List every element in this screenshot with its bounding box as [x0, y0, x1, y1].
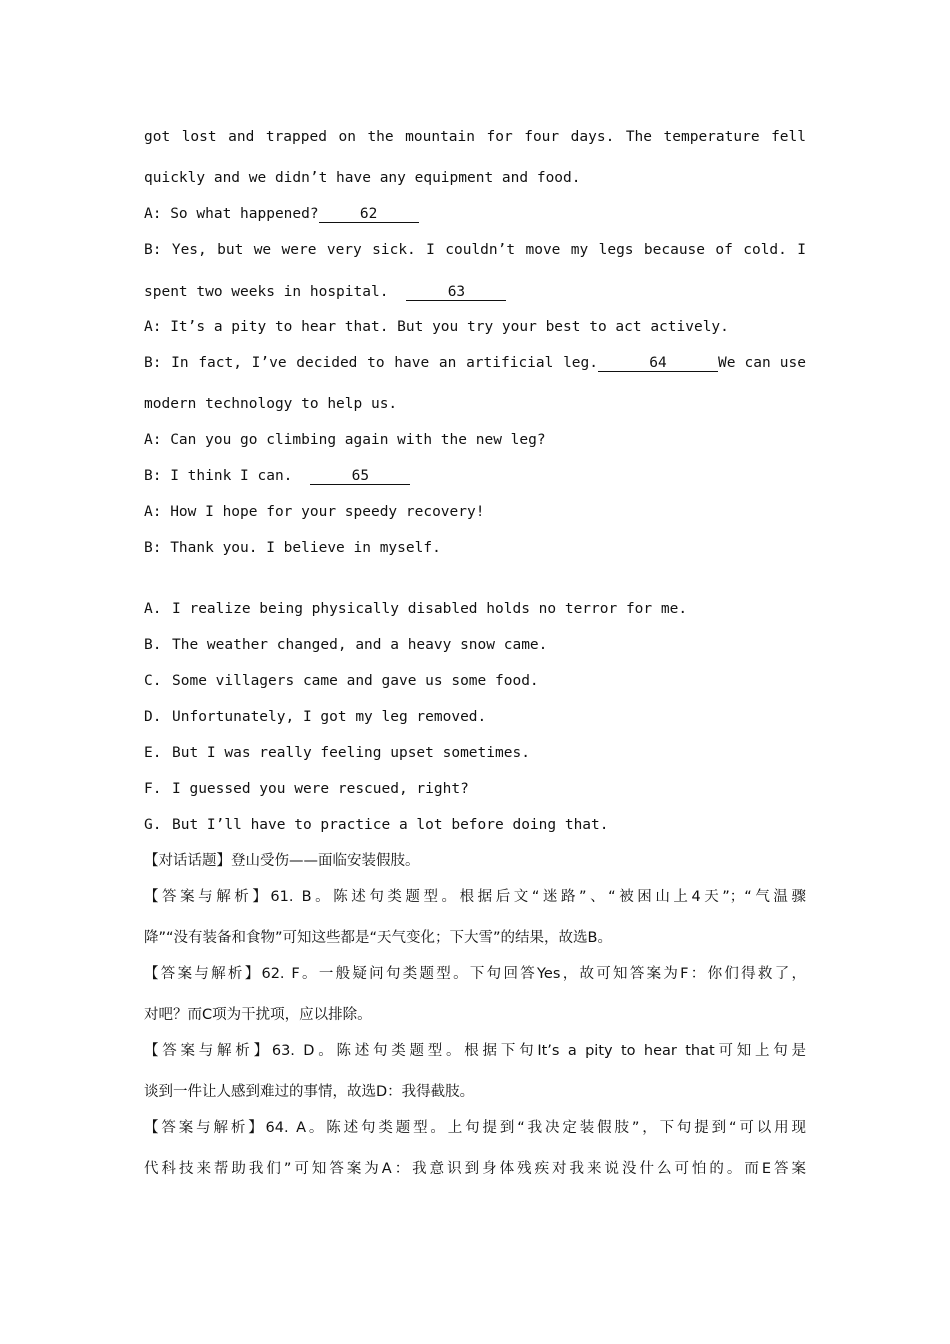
answer-analysis-63-cont: 谈到一件让人感到难过的事情，故选D：我得截肢。	[144, 1084, 475, 1100]
dialogue-text: A: So what happened?	[144, 206, 319, 222]
option-item	[144, 779, 806, 799]
option-item	[144, 815, 806, 835]
dialogue-text: We can use	[718, 355, 806, 371]
option-text: Unfortunately, I got my leg removed.	[172, 709, 487, 725]
option-item	[144, 671, 806, 691]
dialogue-line: A: Can you go climbing again with the new leg?	[144, 432, 546, 448]
answer-blank-63: 63	[406, 284, 506, 301]
option-text: Some villagers came and gave us some food.	[172, 673, 539, 689]
option-letter: E.	[144, 745, 162, 761]
dialogue-text: B: I think I can.	[144, 468, 293, 484]
answer-analysis-62: 【答案与解析】62. F。一般疑问句类题型。下句回答Yes，故可知答案为F：你们得救了，	[144, 966, 806, 982]
dialogue-line: modern technology to help us.	[144, 396, 398, 412]
option-text: But I was really feeling upset sometimes.	[172, 745, 530, 761]
dialogue-line	[144, 282, 806, 302]
option-text: I guessed you were rescued, right?	[172, 781, 469, 797]
option-letter: F.	[144, 781, 162, 797]
answer-analysis-63: 【答案与解析】63. D。陈述句类题型。根据下句It’s a pity to hear that可知上句是	[144, 1043, 806, 1059]
answer-analysis-64-cont: 代科技来帮助我们”可知答案为A：我意识到身体残疾对我来说没什么可怕的。而E答案	[144, 1161, 806, 1177]
option-item	[144, 599, 806, 619]
dialogue-line	[144, 466, 806, 486]
option-letter: D.	[144, 709, 162, 725]
answer-analysis-61-cont: 降”“没有装备和食物”可知这些都是“天气变化；下大雪”的结果，故选B。	[144, 930, 613, 946]
dialogue-line: got lost and trapped on the mountain for four days. The temperature fell	[144, 129, 806, 145]
dialogue-text: B: In fact, I’ve decided to have an artificial leg.	[144, 355, 598, 371]
option-text: I realize being physically disabled holds no terror for me.	[172, 601, 688, 617]
dialogue-topic: 【对话话题】登山受伤——面临安装假肢。	[144, 853, 420, 869]
option-letter: G.	[144, 817, 162, 833]
answer-analysis-61: 【答案与解析】61. B。陈述句类题型。根据后文“迷路”、“被困山上4天”；“气温骤	[144, 889, 806, 905]
answer-analysis-64: 【答案与解析】64. A。陈述句类题型。上句提到“我决定装假肢”，下句提到“可以用现	[144, 1120, 806, 1136]
dialogue-text: spent two weeks in hospital.	[144, 284, 389, 300]
answer-blank-62: 62	[319, 206, 419, 223]
option-item	[144, 635, 806, 655]
option-item	[144, 743, 806, 763]
dialogue-line: A: It’s a pity to hear that. But you try your best to act actively.	[144, 319, 729, 335]
option-item	[144, 707, 806, 727]
dialogue-line: B: Thank you. I believe in myself.	[144, 540, 441, 556]
dialogue-line: B: Yes, but we were very sick. I couldn’t move my legs because of cold. I	[144, 242, 806, 258]
option-letter: C.	[144, 673, 162, 689]
option-text: The weather changed, and a heavy snow came.	[172, 637, 548, 653]
option-letter: B.	[144, 637, 162, 653]
answer-blank-65: 65	[310, 468, 410, 485]
answer-blank-64: 64	[598, 355, 718, 372]
answer-analysis-62-cont: 对吧？而C项为干扰项，应以排除。	[144, 1007, 372, 1023]
dialogue-line: A: How I hope for your speedy recovery!	[144, 504, 485, 520]
option-text: But I’ll have to practice a lot before doing that.	[172, 817, 609, 833]
option-letter: A.	[144, 601, 162, 617]
dialogue-line	[144, 353, 806, 373]
dialogue-line	[144, 204, 806, 224]
dialogue-line: quickly and we didn’t have any equipment and food.	[144, 170, 581, 186]
